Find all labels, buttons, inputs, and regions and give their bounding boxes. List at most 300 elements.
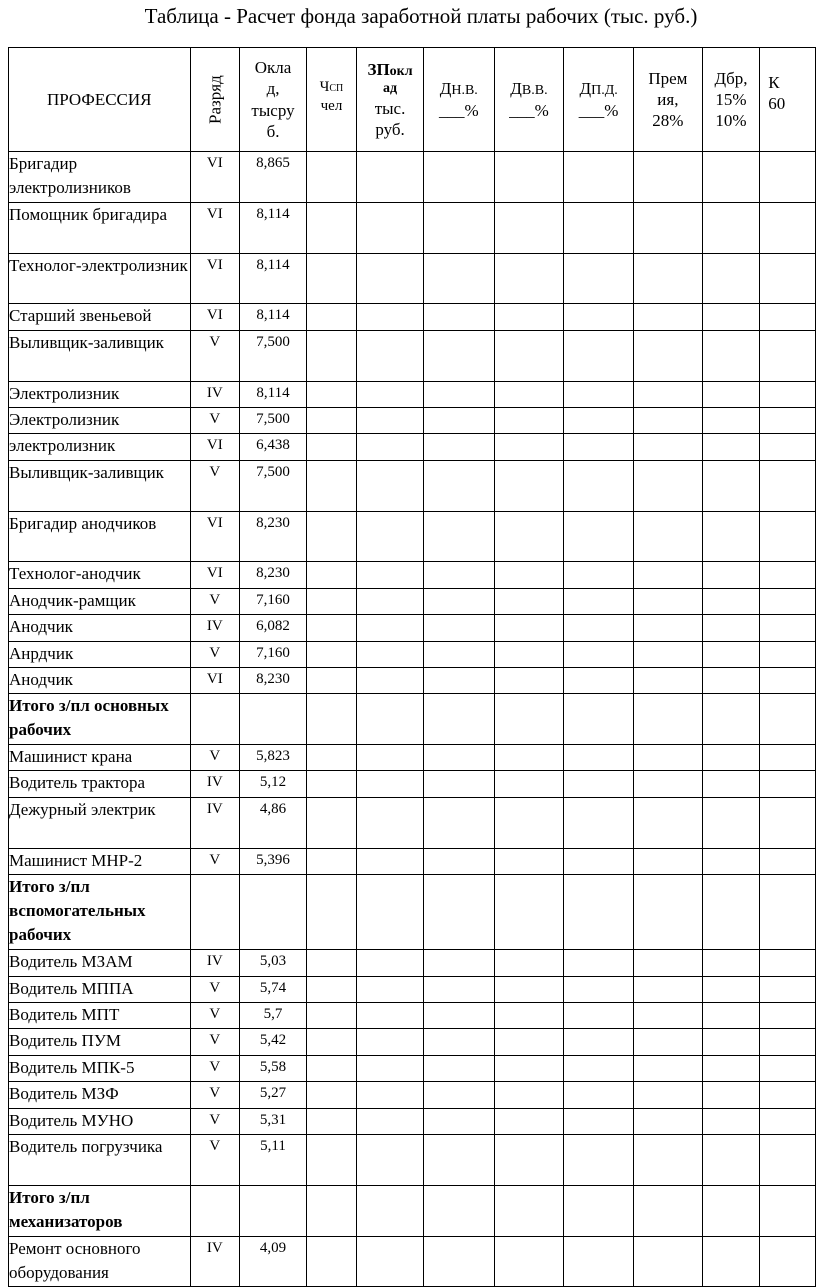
empty-cell: [424, 1185, 495, 1236]
rank-cell: V: [190, 1134, 240, 1185]
empty-cell: [424, 562, 495, 588]
empty-cell: [357, 460, 424, 511]
table-row: [9, 1236, 816, 1287]
empty-cell: [357, 562, 424, 588]
empty-cell: [306, 253, 356, 304]
empty-cell: [424, 1134, 495, 1185]
rank-cell: V: [190, 1082, 240, 1108]
empty-cell: [306, 407, 356, 433]
empty-cell: [760, 797, 816, 848]
profession-cell: Ремонт основного оборудования: [9, 1236, 191, 1287]
empty-cell: [760, 694, 816, 745]
empty-cell: [564, 588, 634, 614]
empty-cell: [702, 460, 760, 511]
empty-cell: [357, 848, 424, 874]
empty-cell: [306, 1003, 356, 1029]
header-dbr-l3: 10%: [715, 111, 747, 131]
empty-cell: [494, 771, 564, 797]
header-row: [9, 48, 816, 152]
table-row: [9, 615, 816, 641]
empty-cell: [494, 381, 564, 407]
empty-cell: [564, 511, 634, 562]
salary-cell: 7,500: [240, 330, 307, 381]
empty-cell: [306, 875, 356, 950]
header-k-l2: 60: [768, 94, 786, 114]
table-row: [9, 152, 816, 203]
rank-cell: VI: [190, 304, 240, 330]
empty-cell: [633, 407, 702, 433]
table-row: [9, 511, 816, 562]
empty-cell: [424, 667, 495, 693]
header-k: [760, 48, 816, 152]
salary-cell: 5,03: [240, 950, 307, 976]
empty-cell: [424, 407, 495, 433]
rank-cell: IV: [190, 381, 240, 407]
empty-cell: [357, 1108, 424, 1134]
header-dpd-main: ДП.Д.: [579, 79, 618, 99]
empty-cell: [702, 588, 760, 614]
rank-cell: IV: [190, 615, 240, 641]
empty-cell: [424, 976, 495, 1002]
empty-cell: [702, 434, 760, 460]
empty-cell: [633, 976, 702, 1002]
salary-cell: 5,58: [240, 1055, 307, 1081]
empty-cell: [424, 304, 495, 330]
header-dbr-l2: 15%: [715, 89, 747, 109]
profession-cell: Электролизник: [9, 407, 191, 433]
empty-cell: [633, 745, 702, 771]
header-dnv-main: ДН.В.: [439, 79, 478, 99]
empty-cell: [702, 797, 760, 848]
header-salary-l2: д,: [266, 79, 280, 99]
empty-cell: [760, 771, 816, 797]
empty-cell: [702, 1108, 760, 1134]
empty-cell: [494, 304, 564, 330]
empty-cell: [564, 434, 634, 460]
table-row: [9, 976, 816, 1002]
salary-cell: 5,31: [240, 1108, 307, 1134]
empty-cell: [702, 1055, 760, 1081]
salary-cell: 4,86: [240, 797, 307, 848]
empty-cell: [760, 875, 816, 950]
header-dbr-l1: Дбр,: [714, 68, 748, 88]
profession-cell: Технолог-анодчик: [9, 562, 191, 588]
table-row: [9, 202, 816, 253]
profession-cell: Бригадир электролизников: [9, 152, 191, 203]
empty-cell: [760, 152, 816, 203]
empty-cell: [424, 1236, 495, 1287]
empty-cell: [357, 511, 424, 562]
profession-cell: Выливщик-заливщик: [9, 330, 191, 381]
profession-cell: Машинист крана: [9, 745, 191, 771]
empty-cell: [760, 667, 816, 693]
empty-cell: [633, 1029, 702, 1055]
empty-cell: [424, 1029, 495, 1055]
empty-cell: [702, 1236, 760, 1287]
rank-cell: [190, 694, 240, 745]
empty-cell: [633, 1082, 702, 1108]
empty-cell: [424, 875, 495, 950]
empty-cell: [494, 1029, 564, 1055]
rank-cell: V: [190, 1029, 240, 1055]
empty-cell: [306, 1185, 356, 1236]
header-zp-l4: руб.: [375, 120, 405, 139]
empty-cell: [306, 330, 356, 381]
salary-cell: 8,114: [240, 202, 307, 253]
rank-cell: IV: [190, 950, 240, 976]
empty-cell: [494, 1055, 564, 1081]
empty-cell: [760, 381, 816, 407]
empty-cell: [306, 950, 356, 976]
table-row: [9, 1134, 816, 1185]
salary-cell: 8,230: [240, 562, 307, 588]
empty-cell: [494, 950, 564, 976]
page-title: Таблица - Расчет фонда заработной платы рабочих (тыс. руб.): [144, 4, 698, 28]
empty-cell: [633, 434, 702, 460]
empty-cell: [424, 1003, 495, 1029]
salary-cell: 7,160: [240, 641, 307, 667]
header-rank-label: Разряд: [205, 75, 225, 124]
header-bonus-l3: 28%: [652, 111, 684, 131]
empty-cell: [760, 641, 816, 667]
empty-cell: [702, 848, 760, 874]
empty-cell: [760, 615, 816, 641]
header-bonus-l1: Прем: [648, 68, 688, 88]
empty-cell: [633, 875, 702, 950]
rank-cell: V: [190, 641, 240, 667]
salary-cell: 8,865: [240, 152, 307, 203]
salary-cell: [240, 694, 307, 745]
empty-cell: [494, 588, 564, 614]
empty-cell: [494, 848, 564, 874]
salary-cell: 4,09: [240, 1236, 307, 1287]
salary-cell: 8,114: [240, 253, 307, 304]
empty-cell: [702, 304, 760, 330]
empty-cell: [306, 641, 356, 667]
subtotal-row: [9, 875, 816, 950]
empty-cell: [494, 434, 564, 460]
header-count-unit: чел: [320, 97, 343, 114]
rank-cell: IV: [190, 797, 240, 848]
subtotal-row: [9, 1185, 816, 1236]
empty-cell: [306, 1236, 356, 1287]
empty-cell: [564, 304, 634, 330]
empty-cell: [306, 848, 356, 874]
empty-cell: [564, 330, 634, 381]
empty-cell: [702, 1003, 760, 1029]
empty-cell: [494, 1236, 564, 1287]
empty-cell: [494, 511, 564, 562]
profession-cell: Старший звеньевой: [9, 304, 191, 330]
header-dpd: [564, 48, 634, 152]
rank-cell: V: [190, 330, 240, 381]
subtotal-row: [9, 694, 816, 745]
header-count: [306, 48, 356, 152]
profession-cell: Водитель МУНО: [9, 1108, 191, 1134]
empty-cell: [702, 875, 760, 950]
header-profession: ПРОФЕССИЯ: [9, 48, 191, 152]
header-salary-l3: тысру: [251, 100, 295, 120]
empty-cell: [702, 202, 760, 253]
empty-cell: [424, 615, 495, 641]
empty-cell: [633, 667, 702, 693]
header-salary-l4: б.: [266, 121, 280, 141]
empty-cell: [633, 330, 702, 381]
salary-cell: 7,500: [240, 407, 307, 433]
salary-cell: 5,823: [240, 745, 307, 771]
profession-cell: Водитель трактора: [9, 771, 191, 797]
empty-cell: [306, 694, 356, 745]
empty-cell: [702, 407, 760, 433]
empty-cell: [494, 1003, 564, 1029]
empty-cell: [306, 304, 356, 330]
header-salary-l1: Окла: [254, 58, 292, 77]
header-dbr: [702, 48, 760, 152]
profession-cell: Электролизник: [9, 381, 191, 407]
profession-cell: Анодчик-рамщик: [9, 588, 191, 614]
empty-cell: [564, 1185, 634, 1236]
empty-cell: [306, 1082, 356, 1108]
empty-cell: [564, 1108, 634, 1134]
empty-cell: [306, 771, 356, 797]
empty-cell: [424, 434, 495, 460]
empty-cell: [633, 848, 702, 874]
empty-cell: [306, 745, 356, 771]
table-row: [9, 667, 816, 693]
salary-cell: 5,12: [240, 771, 307, 797]
empty-cell: [424, 848, 495, 874]
rank-cell: V: [190, 1003, 240, 1029]
empty-cell: [564, 407, 634, 433]
empty-cell: [702, 152, 760, 203]
empty-cell: [306, 460, 356, 511]
header-zp: [357, 48, 424, 152]
rank-cell: V: [190, 460, 240, 511]
empty-cell: [494, 152, 564, 203]
empty-cell: [357, 304, 424, 330]
header-zp-main: ЗПокл: [367, 59, 413, 79]
rank-cell: V: [190, 588, 240, 614]
empty-cell: [633, 615, 702, 641]
header-dvv-pct: ___%: [509, 100, 549, 120]
empty-cell: [760, 848, 816, 874]
header-dvv: [494, 48, 564, 152]
empty-cell: [306, 667, 356, 693]
empty-cell: [760, 1185, 816, 1236]
table-row: [9, 797, 816, 848]
empty-cell: [564, 1236, 634, 1287]
salary-cell: [240, 1185, 307, 1236]
empty-cell: [633, 381, 702, 407]
table-row: [9, 1055, 816, 1081]
rank-cell: VI: [190, 511, 240, 562]
profession-cell: Водитель МЗАМ: [9, 950, 191, 976]
empty-cell: [424, 771, 495, 797]
empty-cell: [306, 1108, 356, 1134]
salary-cell: 8,114: [240, 304, 307, 330]
header-dnv: [424, 48, 495, 152]
header-dpd-pct: ___%: [578, 100, 619, 120]
salary-cell: 5,74: [240, 976, 307, 1002]
empty-cell: [564, 1029, 634, 1055]
empty-cell: [494, 202, 564, 253]
salary-cell: 6,438: [240, 434, 307, 460]
profession-cell: Машинист МНР-2: [9, 848, 191, 874]
table-body: [9, 152, 816, 1287]
rank-cell: VI: [190, 152, 240, 203]
empty-cell: [357, 694, 424, 745]
empty-cell: [760, 330, 816, 381]
empty-cell: [702, 330, 760, 381]
empty-cell: [357, 976, 424, 1002]
salary-cell: 7,160: [240, 588, 307, 614]
empty-cell: [306, 588, 356, 614]
empty-cell: [357, 253, 424, 304]
rank-cell: V: [190, 745, 240, 771]
empty-cell: [760, 1029, 816, 1055]
empty-cell: [306, 797, 356, 848]
empty-cell: [760, 304, 816, 330]
empty-cell: [702, 253, 760, 304]
table-row: [9, 562, 816, 588]
empty-cell: [494, 745, 564, 771]
empty-cell: [633, 1108, 702, 1134]
header-count-main: ЧСП: [319, 79, 344, 95]
table-row: [9, 1003, 816, 1029]
header-k-l1: К: [768, 73, 780, 92]
empty-cell: [760, 1108, 816, 1134]
empty-cell: [633, 694, 702, 745]
empty-cell: [306, 1029, 356, 1055]
empty-cell: [424, 152, 495, 203]
salary-cell: 8,230: [240, 667, 307, 693]
empty-cell: [564, 641, 634, 667]
profession-cell: Итого з/пл вспомогательных рабочих: [9, 875, 191, 950]
profession-cell: Итого з/пл основных рабочих: [9, 694, 191, 745]
empty-cell: [357, 152, 424, 203]
table-row: [9, 641, 816, 667]
profession-cell: Анодчик: [9, 615, 191, 641]
empty-cell: [306, 976, 356, 1002]
empty-cell: [357, 1003, 424, 1029]
empty-cell: [357, 667, 424, 693]
empty-cell: [424, 253, 495, 304]
empty-cell: [633, 1185, 702, 1236]
empty-cell: [760, 1134, 816, 1185]
empty-cell: [760, 253, 816, 304]
empty-cell: [424, 588, 495, 614]
empty-cell: [633, 304, 702, 330]
empty-cell: [357, 641, 424, 667]
empty-cell: [424, 330, 495, 381]
empty-cell: [633, 1236, 702, 1287]
empty-cell: [760, 1055, 816, 1081]
table-row: [9, 381, 816, 407]
empty-cell: [424, 460, 495, 511]
empty-cell: [306, 202, 356, 253]
salary-cell: 5,42: [240, 1029, 307, 1055]
empty-cell: [306, 152, 356, 203]
empty-cell: [633, 641, 702, 667]
empty-cell: [494, 330, 564, 381]
empty-cell: [633, 1055, 702, 1081]
empty-cell: [357, 434, 424, 460]
empty-cell: [357, 1236, 424, 1287]
empty-cell: [424, 950, 495, 976]
table-row: [9, 1029, 816, 1055]
rank-cell: [190, 1185, 240, 1236]
empty-cell: [424, 641, 495, 667]
empty-cell: [564, 1082, 634, 1108]
table-row: [9, 304, 816, 330]
empty-cell: [494, 407, 564, 433]
empty-cell: [494, 875, 564, 950]
table-row: [9, 950, 816, 976]
salary-cell: 5,396: [240, 848, 307, 874]
profession-cell: Выливщик-заливщик: [9, 460, 191, 511]
empty-cell: [564, 460, 634, 511]
empty-cell: [633, 950, 702, 976]
rank-cell: IV: [190, 1236, 240, 1287]
table-row: [9, 588, 816, 614]
empty-cell: [564, 615, 634, 641]
profession-cell: Бригадир анодчиков: [9, 511, 191, 562]
header-zp-sub: ад: [382, 81, 398, 97]
table-row: [9, 1108, 816, 1134]
header-bonus-l2: ия,: [657, 89, 679, 109]
empty-cell: [760, 511, 816, 562]
empty-cell: [357, 1185, 424, 1236]
header-bonus: [633, 48, 702, 152]
empty-cell: [760, 745, 816, 771]
empty-cell: [633, 152, 702, 203]
empty-cell: [633, 588, 702, 614]
empty-cell: [494, 1108, 564, 1134]
empty-cell: [702, 1134, 760, 1185]
empty-cell: [702, 771, 760, 797]
salary-cell: 8,230: [240, 511, 307, 562]
empty-cell: [564, 562, 634, 588]
rank-cell: V: [190, 848, 240, 874]
empty-cell: [702, 511, 760, 562]
table-row: [9, 330, 816, 381]
empty-cell: [760, 562, 816, 588]
rank-cell: V: [190, 976, 240, 1002]
empty-cell: [564, 771, 634, 797]
empty-cell: [633, 253, 702, 304]
empty-cell: [702, 950, 760, 976]
empty-cell: [494, 562, 564, 588]
empty-cell: [564, 381, 634, 407]
empty-cell: [306, 562, 356, 588]
empty-cell: [760, 950, 816, 976]
profession-cell: Водитель МЗФ: [9, 1082, 191, 1108]
empty-cell: [494, 1185, 564, 1236]
empty-cell: [633, 562, 702, 588]
profession-cell: Водитель ПУМ: [9, 1029, 191, 1055]
rank-cell: VI: [190, 667, 240, 693]
empty-cell: [494, 976, 564, 1002]
salary-cell: 5,7: [240, 1003, 307, 1029]
empty-cell: [564, 202, 634, 253]
empty-cell: [760, 434, 816, 460]
empty-cell: [702, 562, 760, 588]
profession-cell: Помощник бригадира: [9, 202, 191, 253]
empty-cell: [633, 460, 702, 511]
salary-cell: 5,11: [240, 1134, 307, 1185]
header-dnv-pct: ___%: [438, 100, 479, 120]
profession-cell: Водитель погрузчика: [9, 1134, 191, 1185]
